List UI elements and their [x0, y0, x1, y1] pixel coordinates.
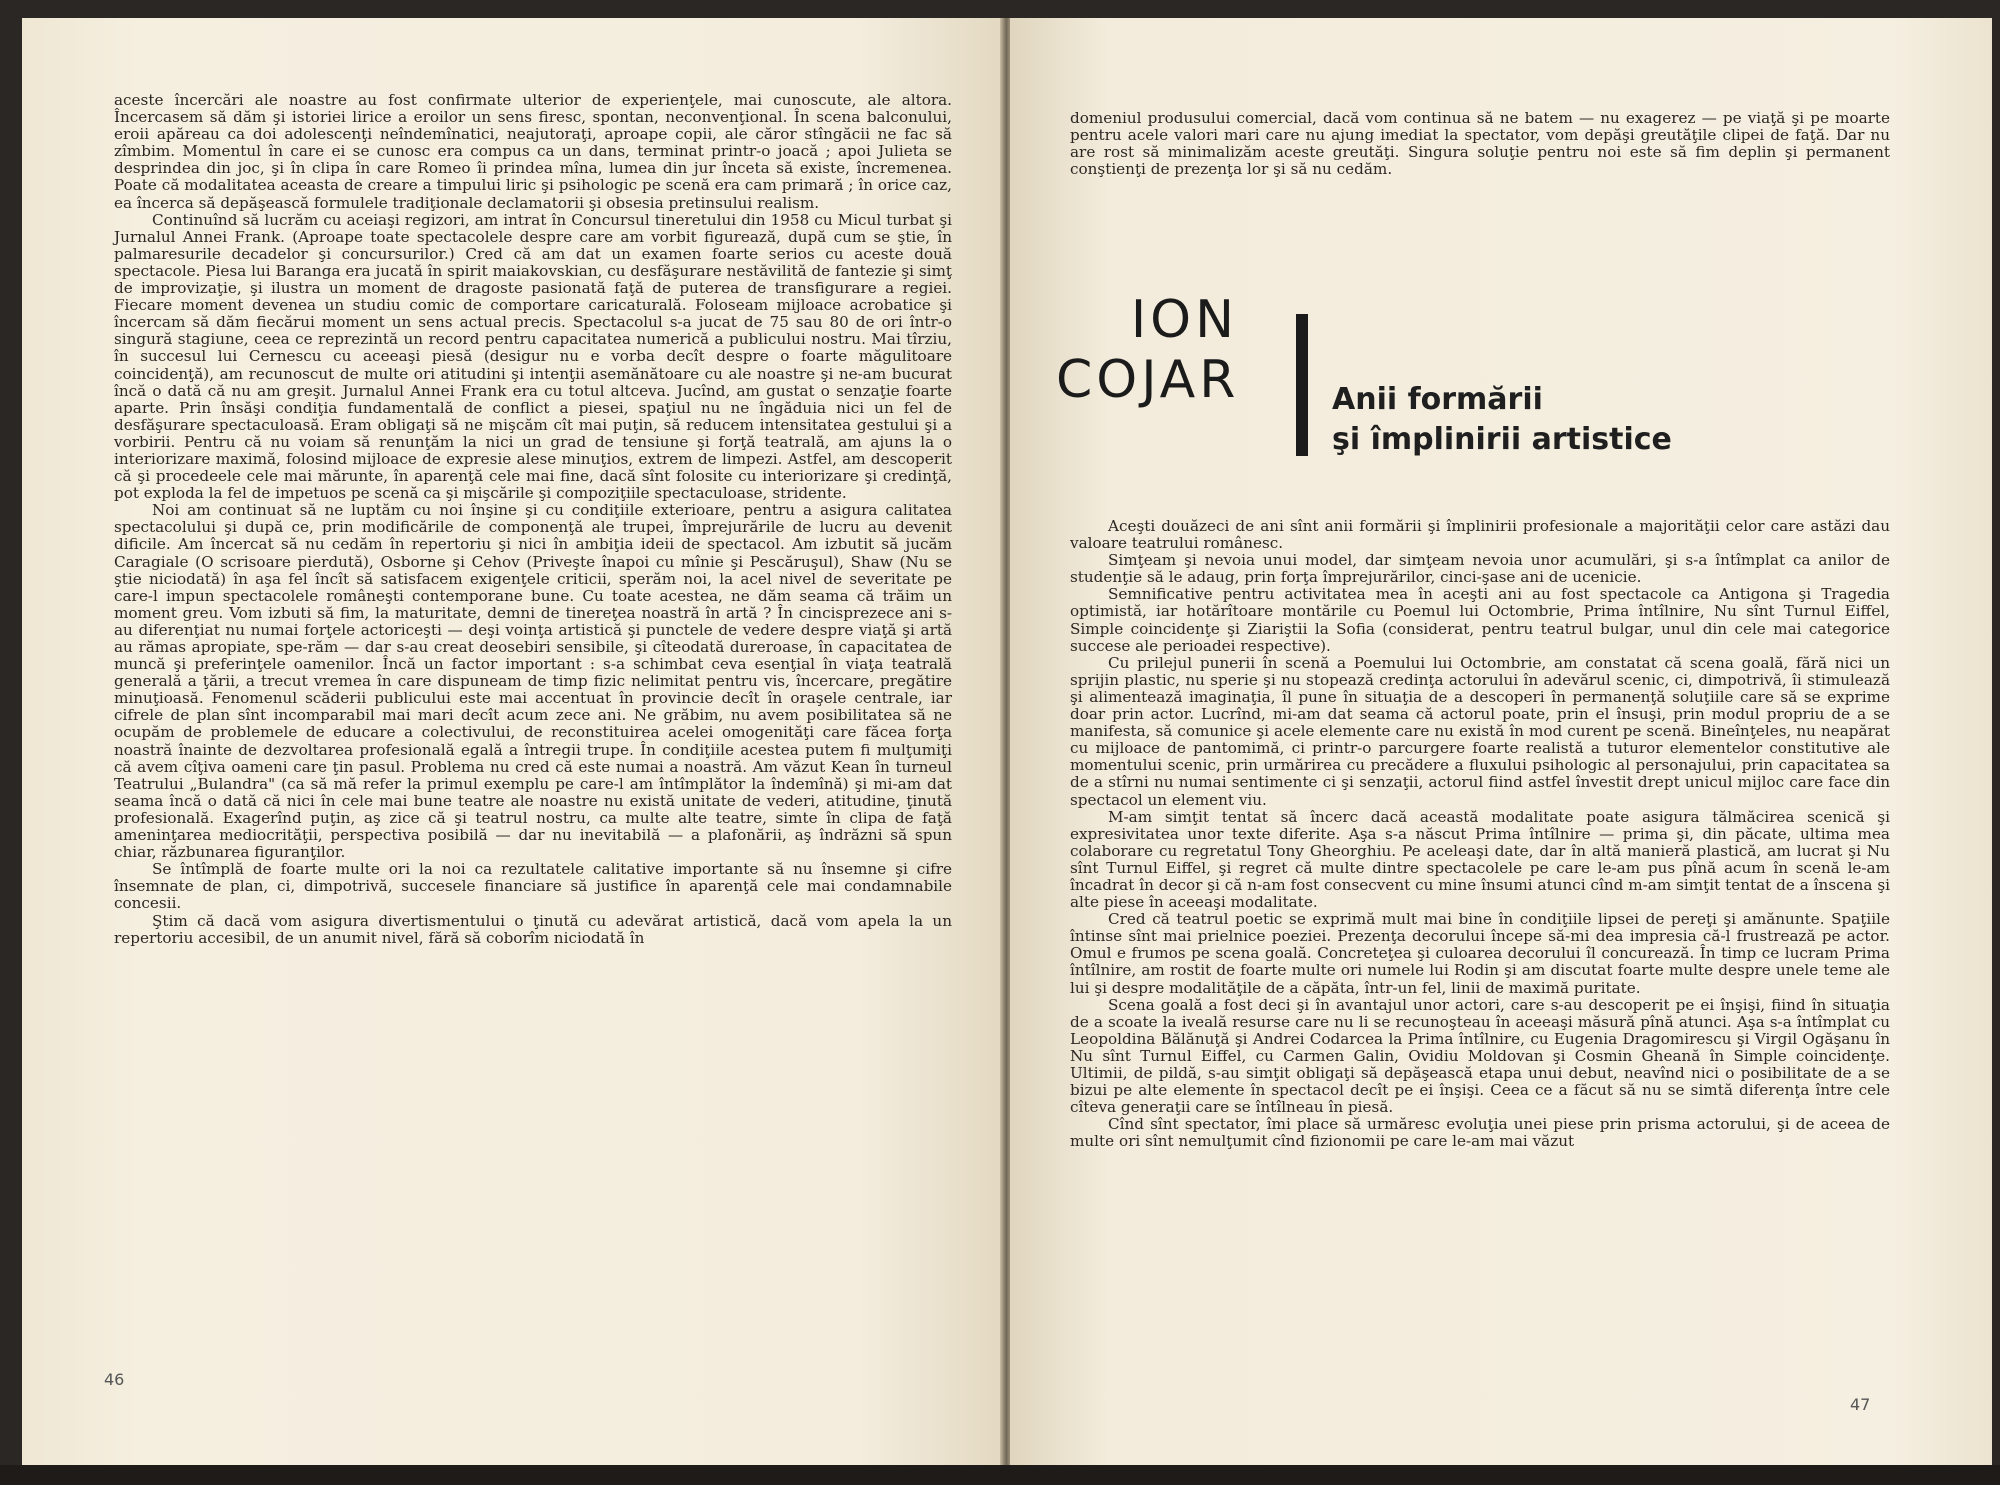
author-first-name: ION: [1130, 290, 1238, 350]
page-number-left: 46: [104, 1370, 125, 1389]
paragraph: Cînd sînt spectator, îmi place să urmăresc evoluţia unei piese prin prisma actorului, şi de aceea de multe ori sînt nemulţumit cînd fizionomii pe care le-am mai văzut: [1070, 1115, 1890, 1151]
title-divider-bar: [1296, 314, 1308, 456]
paragraph: Ştim că dacă vom asigura divertismentului o ţinută cu adevărat artistică, dacă vom apela la un repertoriu accesibil, de un anumit nivel, fără să coborîm niciodată în: [114, 911, 952, 947]
paragraph: Continuînd să lucrăm cu aceiaşi regizori, am intrat în Concursul tineretului din 1958 cu Micul turbat şi Jurnalul Annei Frank. (Aproape toate spectacolele despre care am vorbit figurează, după cum se ştie, în palmaresurile decadelor şi concursurilor.) Cred că am dat un examen foarte serios cu aceste două spectacole. Piesa lui Baranga era jucată în spirit maiakovskian, cu desfăşurare nestăvilită de fantezie şi simţ de improvizaţie, şi ilustra un moment de dragoste pasionată faţă de puterea de transfigurare a regiei. Fiecare moment devenea un studiu comic de comportare caricaturală. Foloseam mijloace acrobatice şi încercam să dăm fiecărui moment un sens actual precis. Spectacolul s-a jucat de 75 sau 80 de ori într-o singură stagiune, ceea ce reprezintă un record pentru capacitatea numerică a publicului nostru. Mai tîrziu, în succesul lui Cernescu cu aceeaşi piesă (desigur nu e vorba decît despre o foarte măgulitoare coincidenţă), am recunoscut de multe ori atitudini şi intenţii asemănătoare cu ale noastre şi ne-am bucurat încă o dată că nu am greşit. Jurnalul Annei Frank era cu totul altceva. Jucînd, am gustat o senzaţie foarte aparte. Prin însăşi condiţia fundamentală de conflict a piesei, spaţiul nu ne îngăduia nici un fel de desfăşurare spectaculoasă. Eram obligaţi să ne mişcăm cît mai puţin, să reducem intensitatea gestului şi a vorbirii. Pentru că nu voiam să renunţăm la nici un grad de tensiune şi forţă teatrală, am ajuns la o interiorizare maximă, folosind mijloace de expresie alese minuţios, extrem de limpezi. Astfel, am descoperit că şi procedeele cele mai mărunte, în aparenţă cele mai fine, dacă sînt folosite cu interiorizare şi credinţă, pot exploda la fel de impetuos pe scenă ca şi mişcările şi compoziţiile spectaculoase, stridente.: [114, 210, 952, 503]
left-text-column: [114, 92, 952, 947]
article-title-line-1: Anii formării: [1332, 382, 1543, 417]
right-intro-text: [1070, 110, 1890, 178]
left-page: [22, 18, 1004, 1470]
paragraph: Noi am continuat să ne luptăm cu noi înşine şi cu condiţiile exterioare, pentru a asigura calitatea spectacolului şi după ce, prin modificările de componenţă ale trupei, împrejurările de lucru au devenit dificile. Am încercat să nu cedăm în repertoriu şi nici în ambiţia ideii de spectacol. Am izbutit să jucăm Caragiale (O scrisoare pierdută), Osborne şi Cehov (Priveşte înapoi cu mînie şi Pescăruşul), Shaw (Nu se ştie niciodată) în aşa fel încît să satisfacem exigenţele criticii, sperăm noi, la acel nivel de severitate pe care-l impun spectacolele româneşti contemporane bune. Cu toate acestea, ne dăm seama că trăim un moment greu. Vom izbuti să fim, la maturitate, demni de tinereţea noastră în artă ? În cincisprezece ani s-au diferenţiat nu numai forţele actoriceşti — deşi voinţa artistică şi punctele de vedere despre viaţă şi artă au rămas apropiate, spe-răm — dar s-au creat deosebiri sensibile, şi cîteodată dureroase, în capacitatea de muncă şi preferinţele oamenilor. Încă un factor important : s-a schimbat ceva esenţial în viaţa teatrală generală a ţării, a trecut vremea în care dispuneam de timp fizic nelimitat pentru vis, încercare, pregătire minuţioasă. Fenomenul scăderii publicului este mai accentuat în provincie decît în oraşele centrale, iar cifrele de plan sînt incomparabil mai mari decît acum zece ani. Ne grăbim, nu avem posibilitatea să ne ocupăm de problemele de educare a colectivului, de reconstituirea acelei omogenităţi care făcea forţa noastră înainte de dezvoltarea profesională egală a întregii trupe. În condiţiile acestea putem fi mulţumiţi că avem cîţiva oameni care ţin pasul. Problema nu cred că este numai a noastră. Am văzut Kean în turneul Teatrului „Bulandra" (ca să mă refer la primul exemplu pe care-l am întîmplător la îndemînă) şi mi-am dat seama încă o dată că nici în cele mai bune teatre ale noastre nu există unitate de vederi, atitudine, ţinută profesională. Exagerînd puţin, aş zice că şi teatrul nostru, ca multe alte teatre, simte în clipa de faţă ameninţarea mediocrităţii, perspectiva posibilă — dar nu inevitabilă — a plafonării, aş îndrăzni să spun chiar, răzbunarea figuranţilor.: [114, 501, 952, 862]
table-surface: [0, 1465, 2000, 1485]
right-page: [1010, 18, 1992, 1470]
paragraph: Semnificative pentru activitatea mea în aceşti ani au fost spectacole ca Antigona şi Tragedia optimistă, iar hotărîtoare montările cu Poemul lui Octombrie, Prima întîlnire, Nu sînt Turnul Eiffel, Simple coincidenţe şi Ziariştii la Sofia (considerat, pentru teatrul bulgar, unul din cele mai categorice succese ale perioadei respective).: [1070, 585, 1890, 655]
paragraph: Scena goală a fost deci şi în avantajul unor actori, care s-au descoperit pe ei înşişi, fiind în situaţia de a scoate la iveală resurse care nu li se recunoşteau în aceeaşi măsură pînă atunci. Aşa s-a întîmplat cu Leopoldina Bălănuţă şi Andrei Codarcea la Prima întîlnire, cu Eugenia Dragomirescu şi Virgil Ogăşanu în Nu sînt Turnul Eiffel, cu Carmen Galin, Ovidiu Moldovan şi Cosmin Gheană în Simple coincidenţe. Ultimii, de pildă, s-au simţit obligaţi să depăşească etapa unui debut, neavînd nici o posibilitate de a se bizui pe alte elemente în spectacol decît pe ei înşişi. Ceea ce a făcut să nu se simtă diferenţa între cele cîteva generaţii care se întîlneau în piesă.: [1070, 995, 1890, 1117]
paragraph: M-am simţit tentat să încerc dacă această modalitate poate asigura tălmăcirea scenică şi expresivitatea unor texte diferite. Aşa s-a născut Prima întîlnire — prima şi, din păcate, ultima mea colaborare cu regretatul Tony Gheorghiu. Pe aceleaşi date, dar în altă manieră plastică, am lucrat şi Nu sînt Turnul Eiffel, şi regret că multe dintre spectacolele pe care le-am pus pînă acum în scenă le-am încadrat în decor şi că n-am fost consecvent cu mine însumi atunci cînd m-am simţit tentat de a înscena şi alte piese în aceeaşi modalitate.: [1070, 807, 1890, 912]
paragraph: Cu prilejul punerii în scenă a Poemului lui Octombrie, am constatat că scena goală, fără nici un sprijin plastic, nu sperie şi nu stopează credinţa actorului în adevărul scenic, ci, dimpotrivă, îi stimulează şi alimentează imaginaţia, îl pune în situaţia de a descoperi în permanenţă soluţiile care să se exprime doar prin actor. Lucrînd, mi-am dat seama că actorul poate, prin el însuşi, prin modul propriu de a se manifesta, să comunice şi acele elemente care nu există în mod curent pe scenă. Bineînţeles, nu neapărat cu mijloace de pantomimă, ci printr-o parcurgere foarte realistă a tuturor elementelor constitutive ale momentului scenic, prin urmărirea cu precădere a fluxului psihologic al personajului, prin capacitatea sa de a stîrni nu numai sentimente ci şi senzaţii, actorul fiind astfel învestit drept unicul mijloc care face din spectacol un element viu.: [1070, 653, 1890, 809]
paragraph: domeniul produsului comercial, dacă vom continua să ne batem — nu exagerez — pe viaţă şi pe moarte pentru acele valori mari care nu ajung imediat la spectator, vom depăşi greutăţile clipei de faţă. Dar nu are rost să minimalizăm aceste greutăţi. Singura soluţie pentru noi este să fim deplin şi permanent conştienţi de prezenţa lor şi să nu cedăm.: [1070, 109, 1890, 179]
paragraph: Se întîmplă de foarte multe ori la noi ca rezultatele calitative importante să nu însemne şi cifre însemnate de plan, ci, dimpotrivă, succesele financiare să justifice în aparenţă cele mai condamnabile concesii.: [114, 860, 952, 913]
article-title-line-2: şi împlinirii artistice: [1332, 422, 1672, 457]
paragraph: Simţeam şi nevoia unui model, dar simţeam nevoia unor acumulări, şi s-a întîmplat ca anilor de studenţie să le adaug, prin forţa împrejurărilor, cinci-şase ani de ucenicie.: [1070, 551, 1890, 587]
paragraph: Cred că teatrul poetic se exprimă mult mai bine în condiţiile lipsei de pereţi şi amănunte. Spaţiile întinse sînt mai prielnice poeziei. Prezenţa decorului începe să-mi dea impresia că-l frustrează pe actor. Omul e frumos pe scena goală. Concreteţea şi culoarea decorului îl concurează. În timp ce lucram Prima întîlnire, am rostit de foarte multe ori numele lui Rodin şi am discutat foarte multe despre unele teme ale lui şi despre modalităţile de a căpăta, într-un fel, linii de maximă puritate.: [1070, 910, 1890, 997]
paragraph: aceste încercări ale noastre au fost confirmate ulterior de experienţele, mai cunoscute, ale altora. Încercasem să dăm şi istoriei lirice a eroilor un sens firesc, spontan, neconvenţional. În scena balconului, eroii apăreau ca doi adolescenţi neîndemînatici, neajutoraţi, aproape copii, ale căror stîngăcii ne fac să zîmbim. Momentul în care ei se cunosc era compus ca un dans, terminat printr-o joacă ; apoi Julieta se desprindea din joc, şi în clipa în care Romeo îi prindea mîna, lumea din jur înceta să existe, încremenea. Poate că modalitatea aceasta de creare a timpului liric şi psihologic pe scenă era cam primară ; în orice caz, ea încerca să depăşească formulele tradiţionale declamatorii şi obsesia pretinsului realism.: [114, 91, 952, 212]
author-last-name: COJAR: [1056, 350, 1240, 410]
paragraph: Aceşti douăzeci de ani sînt anii formării şi împlinirii profesionale a majorităţii celor care astăzi dau valoare teatrului românesc.: [1070, 517, 1890, 553]
right-text-column: [1070, 518, 1890, 1150]
page-number-right: 47: [1850, 1395, 1871, 1414]
article-title: [1332, 380, 1672, 460]
author-name: [1056, 290, 1238, 410]
